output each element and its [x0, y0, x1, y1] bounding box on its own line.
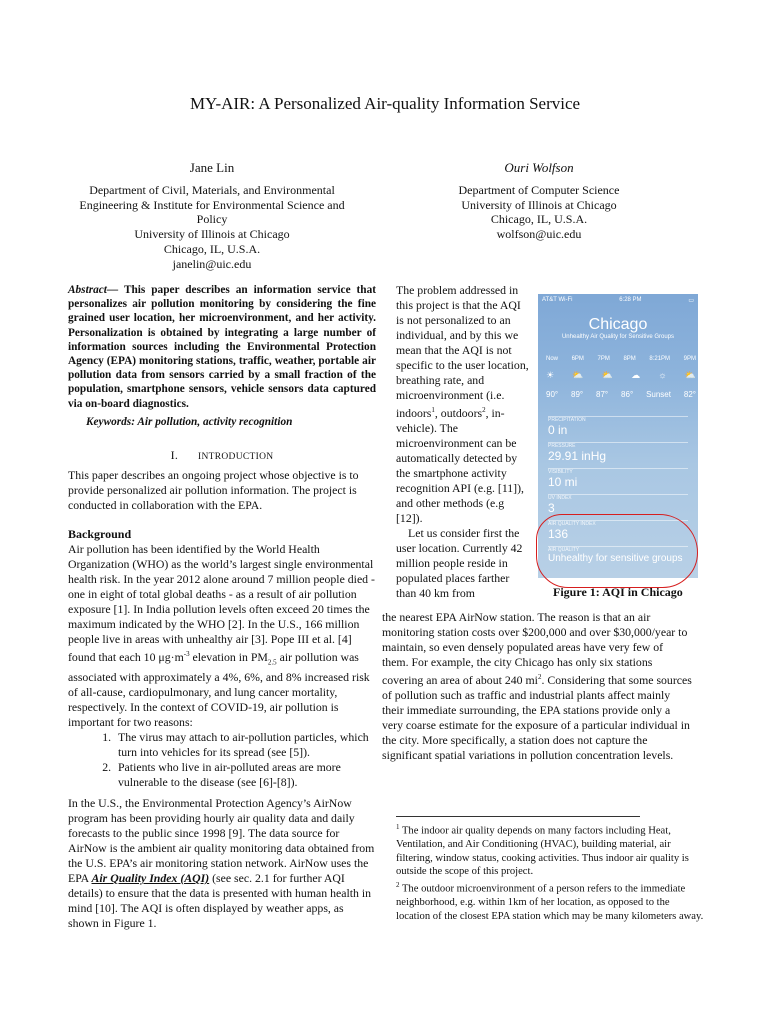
- highlight-circle: [536, 514, 698, 588]
- hourly-icons: [546, 370, 696, 381]
- text-run: air pollution was associated with approximately a 4%, 6%, and 8% increased risk of all-cause, cardiopulmonary, and lung cancer mortality, respectively. In the context of COVID-19, air pollution is important for two reasons:: [68, 649, 370, 730]
- section-number: I.: [170, 448, 179, 462]
- author-email: wolfson@uic.edu: [496, 227, 582, 242]
- temp-value: 82°: [683, 390, 696, 399]
- background-heading: Background: [68, 527, 132, 541]
- hourly-labels: [546, 356, 696, 362]
- abstract-label: Abstract—: [68, 284, 119, 296]
- text-run: In the U.S., the Environmental Protection Agency’s AirNow program has been providing hourly air quality data and daily forecasts to the public since 1998 [9]. The data source for AirNow is the ambient air quality monitoring data obtained from the U.S. EPA’s air monitoring station network. AirNow uses the EPA: [68, 796, 375, 885]
- row-label: AIR QUALITY INDEX: [548, 521, 596, 527]
- sunset-icon: ☼: [658, 370, 667, 380]
- text-run: , outdoors: [434, 405, 483, 420]
- abstract: [68, 283, 376, 411]
- airnow-paragraph: [68, 796, 376, 931]
- battery-icon: ▭: [688, 298, 694, 304]
- row-label: PRECIPITATION: [548, 417, 586, 423]
- author-email: janelin@uic.edu: [172, 256, 252, 271]
- row-value: 136: [548, 527, 569, 541]
- author-affiliation-line: University of Illinois at Chicago: [461, 197, 617, 212]
- row-value: 0 in: [548, 423, 568, 437]
- hour-label: Now: [546, 356, 559, 362]
- author-name: Ouri Wolfson: [504, 160, 574, 175]
- author-affiliation-line: Department of Civil, Materials, and Environmental: [89, 182, 335, 197]
- row-value: 29.91 inHg: [548, 449, 607, 463]
- superscript: -3: [183, 650, 190, 658]
- background-section: [68, 542, 376, 790]
- partly-cloudy-icon: ⛅: [684, 370, 696, 380]
- author-affiliation-line: Policy: [196, 212, 228, 227]
- text-run: (see sec. 2.1 for further AQI details) to ensure that the data is presented with human health in mind [10]. The AQI is often displayed by weather apps, as shown in Figure 1.: [68, 871, 372, 930]
- author-affiliation-line: Department of Computer Science: [458, 182, 620, 197]
- hour-label: 8:21PM: [649, 356, 671, 362]
- pressure-row: [548, 442, 688, 463]
- abstract-text: This paper describes an information service that personalizes air pollution monitoring by considering the fine grained user location, her microenvironment, and her activity. Personalization is obtained by integrating a large number of information sources including the Environmental Protection Agency (EPA) monitoring stations, traffic, weather, portable air pollution data from sensors carried by a small fraction of the population, smartphone sensors, vehicle sensors data captured via on-board diagnostics.: [68, 284, 376, 410]
- text-run: The problem addressed in this project is that the AQI is not personalized to an individual, and by this we mean that the AQI is not specific to the user location, breathing rate, and microenvironment (i.e. indoors: [396, 283, 529, 420]
- carrier-label: AT&T Wi-Fi: [542, 297, 573, 303]
- footnote-text: The outdoor microenvironment of a person refers to the immediate neighborhood, e.g. within 1km of her location, as opposed to the location of the closest EPA station which may be many kilometers away.: [396, 883, 704, 922]
- temp-value: 90°: [546, 390, 559, 399]
- background-paragraph: [68, 542, 376, 730]
- phone-status-bar: [542, 297, 694, 304]
- hour-label: 8PM: [623, 356, 636, 362]
- row-label: PRESSURE: [548, 443, 576, 449]
- row-value: 3: [548, 501, 555, 515]
- footnote-number: 1: [396, 823, 400, 831]
- intro-paragraph: This paper describes an ongoing project whose objective is to provide personalized air pollution information. The project is conducted in collaboration with the EPA.: [68, 468, 359, 512]
- partly-cloudy-icon: ⛅: [572, 370, 584, 380]
- figure-caption: Figure 1: AQI in Chicago: [553, 585, 683, 599]
- precip-row: [548, 416, 688, 437]
- keywords: Keywords: Air pollution, activity recognition: [86, 416, 293, 428]
- cloud-icon: ☁: [631, 370, 641, 380]
- hour-label: 7PM: [597, 356, 610, 362]
- hour-label: 9PM: [683, 356, 696, 362]
- subscript: 2.5: [267, 658, 277, 667]
- author-block-lin: [70, 161, 354, 272]
- temp-value: Sunset: [646, 390, 671, 399]
- temp-value: 89°: [571, 390, 584, 399]
- row-label: VISIBILITY: [548, 469, 573, 475]
- list-item: 2. Patients who live in air-polluted areas are more vulnerable to the disease (see [6]-[8]).: [114, 760, 376, 790]
- author-affiliation-line: University of Illinois at Chicago: [134, 227, 290, 242]
- partly-cloudy-icon: ⛅: [601, 370, 613, 380]
- footnote-text: The indoor air quality depends on many factors including Heat, Ventilation, and Air Conditioning (HVAC), building material, air filtering, window status, cooking activities. Thus indoor air quality is outside the scope of this project.: [396, 825, 689, 878]
- row-value: 10 mi: [548, 475, 578, 489]
- footnote: [396, 879, 706, 923]
- reasons-list: [68, 730, 376, 790]
- text-run: Air pollution has been identified by the World Health Organization (WHO) as the world’s largest single environmental health risk. In the year 2012 alone around 7 million people died - one in eight of total global deaths - as a result of air pollution exposure [1]. In India pollution levels often exceed 20 times the maximum indicated by the WHO [2]. In the U.S., 166 million people live in areas with unhealthy air [3]. Pope III et al. [4] found that each 10 μg·m: [68, 542, 375, 664]
- text-run: . Considering that some sources of pollution such as traffic and industrial plants affect mainly their immediate surrounding, the EPA stations provide only a very coarse estimate for the exposure of a particular individual in the city. More specifically, a station does not capture the significant spatial variations in pollution concentration levels.: [382, 672, 692, 762]
- author-block-wolfson: [414, 161, 664, 242]
- footnote-ref: 1: [431, 406, 435, 414]
- row-value: Unhealthy for sensitive groups: [548, 553, 683, 564]
- text-run: detected by the smartphone activity recognition API (e.g. [11]), and other methods (e.g [12]).: [396, 450, 524, 525]
- condition-text: Unhealthy Air Quality for Sensitive Groups: [561, 334, 675, 340]
- text-paragraph: [396, 283, 531, 526]
- footnote-number: 2: [396, 880, 400, 889]
- footnotes: [396, 821, 706, 923]
- text-run: , in-vehicle). The microenvironment can be automatically: [396, 405, 517, 465]
- footnote-ref: 2: [482, 406, 486, 414]
- sun-icon: ☀: [546, 370, 555, 380]
- footnote: [396, 821, 706, 879]
- text-run: elevation in PM: [189, 649, 268, 664]
- row-label: AIR QUALITY: [548, 547, 580, 553]
- author-affiliation-line: Engineering & Institute for Environmental Science and: [79, 197, 345, 212]
- temp-value: 87°: [596, 390, 609, 399]
- aqi-emphasis: Air Quality Index (AQI): [91, 871, 210, 885]
- hour-label: 6PM: [571, 356, 584, 362]
- section-title: INTRODUCTION: [198, 452, 274, 462]
- stations-paragraph: [382, 610, 692, 763]
- author-affiliation-line: Chicago, IL, U.S.A.: [490, 212, 588, 227]
- footnote-divider: [396, 816, 640, 817]
- author-affiliation-line: Chicago, IL, U.S.A.: [163, 241, 261, 256]
- uv-row: [548, 494, 688, 515]
- list-item: 1. The virus may attach to air-pollution particles, which turn into vehicles for its spread (see [5]).: [114, 730, 376, 760]
- problem-paragraph: [396, 283, 531, 601]
- visibility-row: [548, 468, 688, 489]
- section-heading: [68, 448, 376, 463]
- text-run: the nearest EPA AirNow station. The reason is that an air monitoring station costs over $200,000 and over $30,000/year to maintain, so even densely populated areas have very few of them. For example, the city Chicago has only six stations covering an area of about 240 mi: [382, 610, 688, 687]
- hourly-temps: [546, 390, 696, 399]
- paper-title: MY-AIR: A Personalized Air-quality Information Service: [189, 94, 581, 113]
- superscript: 2: [537, 673, 542, 681]
- city-name: Chicago: [588, 316, 648, 333]
- phone-time: 6:28 PM: [619, 297, 642, 303]
- row-label: UV INDEX: [548, 495, 572, 501]
- author-name: Jane Lin: [189, 160, 235, 175]
- text-paragraph: Let us consider first the user location. Currently 42 million people reside in populated places farther than 40 km from: [396, 525, 523, 600]
- temp-value: 86°: [621, 390, 634, 399]
